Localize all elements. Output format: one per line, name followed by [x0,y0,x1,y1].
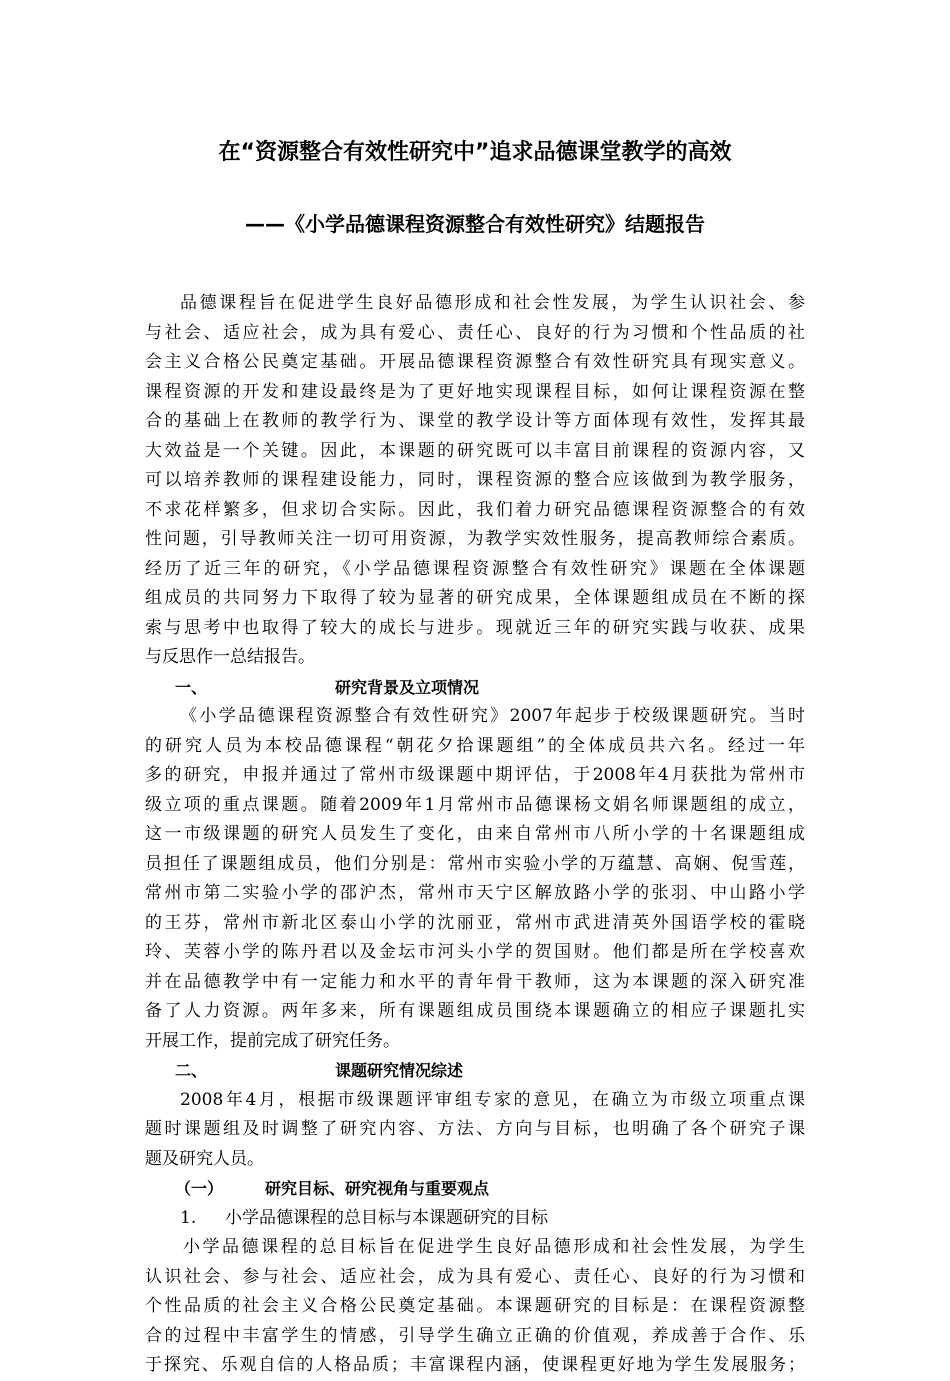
text-line: 品德课程旨在促进学生良好品德形成和社会性发展，为学生认识社会、参 [180,293,805,313]
text-line: 性问题，引导教师关注一切可用资源，为教学实效性服务，提高教师综合素质。 [145,529,805,549]
text-line: 的王芬，常州市新北区泰山小学的沈丽亚，常州市武进清英外国语学校的霍晓 [145,912,805,933]
section-1-paragraph [145,702,805,1056]
text-line: 常州市第二实验小学的邵沪杰，常州市天宁区解放路小学的张羽、中山路小学 [145,883,805,903]
text-line: 组成员的共同努力下取得了较为显著的研究成果，全体课题组成员在不断的探 [145,588,805,608]
text-line: 与反思作一总结报告。 [145,647,315,667]
subsection-title: 研究目标、研究视角与重要观点 [265,1179,490,1198]
item-title: 小学品德课程的总目标与本课题研究的目标 [225,1207,548,1228]
text-line: 合的基础上在教师的教学行为、课堂的教学设计等方面体现有效性，发挥其最 [145,411,805,431]
text-line: 可以培养教师的课程建设能力，同时，课程资源的整合应该做到为教学服务， [145,470,805,490]
text-line: 2008年4月，根据市级课题评审组专家的意见，在确立为市级立项重点课 [180,1089,805,1110]
text-line: 备了人力资源。两年多来，所有课题组成员围绕本课题确立的相应子课题扎实 [145,1001,805,1021]
text-line: 个性品质的社会主义合格公民奠定基础。本课题研究的目标是：在课程资源整 [145,1296,805,1316]
text-line: 索与思考中也取得了较大的成长与进步。现就近三年的研究实践与收获、成果 [145,617,805,638]
text-line: 多的研究，申报并通过了常州市级课题中期评估，于2008年4月获批为常州市 [145,765,805,785]
intro-paragraph [145,289,805,673]
text-line: 《小学品德课程资源整合有效性研究》2007年起步于校级课题研究。当时 [180,706,805,726]
item-number: 1. [180,1207,197,1228]
text-line: 题及研究人员。 [145,1148,264,1169]
section-title: 研究背景及立项情况 [335,677,480,697]
document-body [145,289,805,1381]
text-line: 级立项的重点课题。随着2009年1月常州市品德课杨文娟名师课题组的成立， [145,794,805,815]
text-line: 开展工作，提前完成了研究任务。 [145,1030,400,1051]
section-heading-1 [145,673,805,703]
text-line: 不求花样繁多，但求切合实际。因此，我们着力研究品德课程资源整合的有效 [145,499,805,520]
item-1-paragraph [145,1233,805,1381]
text-line: 玲、芙蓉小学的陈丹君以及金坛市河头小学的贺国财。他们都是所在学校喜欢 [145,942,805,962]
document-subtitle: ——《小学品德课程资源整合有效性研究》结题报告 [245,212,705,236]
text-line: 题时课题组及时调整了研究内容、方法、方向与目标，也明确了各个研究子课 [145,1119,805,1139]
text-line: 并在品德教学中有一定能力和水平的青年骨干教师，这为本课题的深入研究准 [145,971,805,992]
text-line: 经历了近三年的研究，《小学品德课程资源整合有效性研究》课题在全体课题 [145,558,805,579]
section-number: 一、 [175,677,208,697]
text-line: 小学品德课程的总目标旨在促进学生良好品德形成和社会性发展，为学生 [183,1237,805,1257]
text-line: 这一市级课题的研究人员发生了变化，由来自常州市八所小学的十名课题组成 [145,824,805,844]
section-number: 二、 [175,1061,208,1080]
text-line: 员担任了课题组成员，他们分别是：常州市实验小学的万蕴慧、高娴、倪雪莲， [145,853,805,874]
text-line: 会主义合格公民奠定基础。开展品德课程资源整合有效性研究具有现实意义。 [145,352,805,372]
text-line: 与社会、适应社会，成为具有爱心、责任心、良好的行为习惯和个性品质的社 [145,322,805,343]
text-line: 的研究人员为本校品德课程“朝花夕拾课题组”的全体成员共六名。经过一年 [145,735,805,756]
section-heading-2 [145,1056,805,1086]
section-title: 课题研究情况综述 [335,1061,464,1080]
text-line: 合的过程中丰富学生的情感，引导学生确立正确的价值观，养成善于合作、乐 [145,1325,805,1346]
text-line: 于探究、乐观自信的人格品质；丰富课程内涵，使课程更好地为学生发展服务； [145,1355,805,1375]
text-line: 大效益是一个关键。因此，本课题的研究既可以丰富目前课程的资源内容，又 [145,440,805,461]
subsection-heading-1 [145,1174,805,1204]
text-line: 课程资源的开发和建设最终是为了更好地实现课程目标，如何让课程资源在整 [145,381,805,402]
section-2-paragraph [145,1086,805,1175]
numbered-item-1 [145,1204,805,1234]
subsection-number: （一） [175,1179,224,1198]
text-line: 认识社会、参与社会、适应社会，成为具有爱心、责任心、良好的行为习惯和 [145,1266,805,1287]
document-title: 在“资源整合有效性研究中”追求品德课堂教学的高效 [218,140,732,165]
